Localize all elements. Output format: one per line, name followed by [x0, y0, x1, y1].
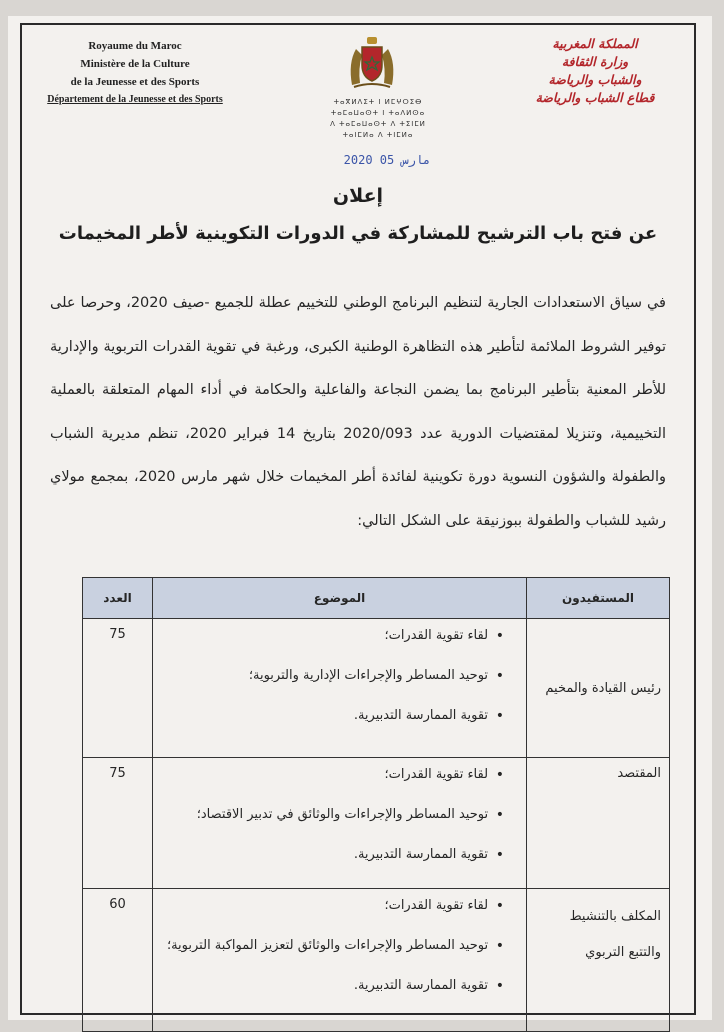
body-paragraph — [50, 282, 666, 543]
tifinagh-line: ⵜⴰⵏⵎⵍⴰ ⴷ ⵜⵏⵎⵍⴰ — [342, 131, 414, 139]
header-beneficiaries: المستفيدون — [527, 578, 670, 619]
table-header-row — [83, 578, 670, 619]
fr-line-kingdom: Royaume du Maroc — [88, 40, 182, 52]
page-border — [20, 23, 696, 1015]
beneficiary-cell: رئيس القيادة والمخيم — [527, 619, 670, 758]
topic-item: • توحيد المساطر والإجراءات والوثائق لتعزيز المواكبة التربوية؛ — [153, 937, 500, 955]
topics-cell — [152, 758, 526, 889]
count-cell: 75 — [83, 619, 153, 758]
ar-line-ministry: وزارة الثقافة — [561, 54, 629, 69]
topic-item: • لقاء تقوية القدرات؛ — [153, 627, 500, 645]
tifinagh-line: ⵜⴰⴳⵍⴷⵉⵜ ⵏ ⵍⵎⵖⵔⵉⴱ — [333, 98, 423, 106]
header-topic: الموضوع — [152, 578, 526, 619]
ar-line-department: قطاع الشباب والرياضة — [535, 90, 655, 105]
fr-line-department: Département de la Jeunesse et des Sports — [47, 94, 223, 105]
topic-item: • تقوية الممارسة التدبيرية. — [153, 707, 500, 725]
date-stamp: 2020 مارس 05 — [343, 153, 431, 167]
topics-cell — [152, 889, 526, 1032]
ar-line-kingdom: المملكة المغربية — [552, 36, 638, 51]
arabic-letterhead — [510, 35, 680, 107]
announcement-subject: عن فتح باب الترشيح للمشاركة في الدورات التكوينية لأطر المخيمات — [58, 223, 658, 244]
table-row — [83, 758, 670, 889]
tifinagh-line: ⴷ ⵜⴰⵎⴰⵡⴰⵙⵜ ⴷ ⵜⵉⵏⵎⵍ — [330, 120, 426, 128]
header-count: العدد — [83, 578, 153, 619]
beneficiary-cell: المكلف بالتنشيط والتتبع التربوي — [527, 889, 670, 1032]
body-text: في سياق الاستعدادات الجارية لتنظيم البرنامج الوطني للتخييم عطلة للجميع -صيف 2020، وحرصا على توفير الشروط الملائمة لتأطير هذه التظاهرة الوطنية الكبرى، ورغبة في تقوية القدرات التربوية والإدارية للأطر المعنية بتأطير البرنامج بما يضمن النجاعة والفاعلية والحكامة في أداء المهام المتعلقة بالعملية التخييمية، وتنزيلا لمقتضيات الدورية عدد 2020/093 بتاريخ 14 فبراير 2020، تنظم مديرية الشباب والطفولة والشؤون النسوية دورة تكوينية لفائدة أطر المخيمات خلال شهر مارس 2020، بمجمع مولاي رشيد للشباب والطفولة ببوزنيقة على الشكل التالي: — [50, 295, 667, 529]
topics-cell — [152, 619, 526, 758]
topic-item: • تقوية الممارسة التدبيرية. — [153, 977, 500, 995]
beneficiary-cell: المقتصد — [527, 758, 670, 889]
tifinagh-line: ⵜⴰⵎⴰⵡⴰⵙⵜ ⵏ ⵜⴰⴷⵍⵙⴰ — [330, 109, 426, 117]
french-letterhead — [40, 37, 230, 109]
topic-item: • لقاء تقوية القدرات؛ — [153, 766, 500, 784]
topic-item: • توحيد المساطر والإجراءات والوثائق في تدبير الاقتصاد؛ — [153, 806, 500, 824]
fr-line-ministry: Ministère de la Culture — [80, 58, 190, 70]
ar-line-youth: والشباب والرياضة — [548, 72, 642, 87]
fr-line-youth: de la Jeunesse et des Sports — [70, 76, 200, 88]
document-page — [8, 16, 712, 1020]
topic-item: • توحيد المساطر والإجراءات الإدارية والتربوية؛ — [153, 667, 500, 685]
topic-item: • تقوية الممارسة التدبيرية. — [153, 846, 500, 864]
count-cell: 60 — [83, 889, 153, 1032]
tifinagh-letterhead — [328, 97, 428, 141]
coat-of-arms-icon — [344, 35, 400, 91]
announcement-title: إعلان — [332, 185, 384, 207]
table-row — [83, 889, 670, 1032]
table-row — [83, 619, 670, 758]
topic-item: • لقاء تقوية القدرات؛ — [153, 897, 500, 915]
count-cell: 75 — [83, 758, 153, 889]
training-table — [82, 577, 670, 1032]
